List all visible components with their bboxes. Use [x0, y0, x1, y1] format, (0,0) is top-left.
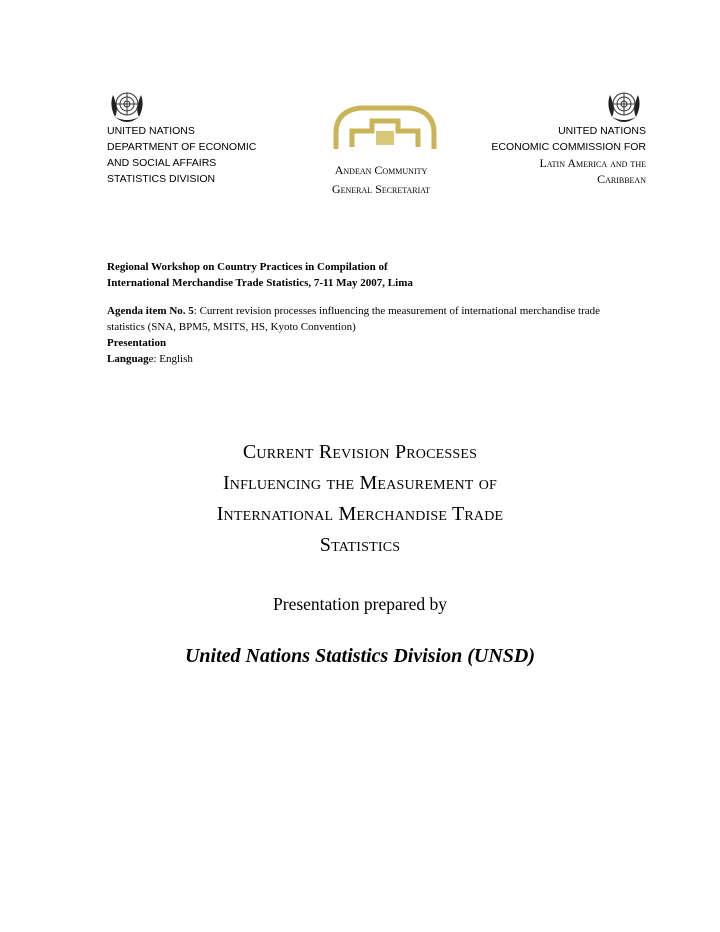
language-label: Languag: [107, 353, 149, 365]
header-left-line: AND SOCIAL AFFAIRS: [107, 157, 217, 169]
header-right-line: Latin America and the: [539, 156, 646, 170]
document-type: Presentation: [107, 337, 167, 349]
header-left-line: UNITED NATIONS: [107, 125, 195, 137]
andean-header: [300, 161, 462, 199]
workshop-line-2: International Merchandise Trade Statistics, 7-11 May 2007, Lima: [107, 277, 413, 289]
header-right-line: UNITED NATIONS: [558, 125, 646, 137]
title-line: Influencing the Measurement of: [222, 472, 498, 494]
workshop-info: [107, 259, 627, 291]
page-title: [100, 437, 620, 561]
language-value: e: English: [148, 353, 193, 365]
un-emblem-icon: [604, 85, 644, 125]
agenda-text: : Current revision processes influencing the measurement of international merchandise trade statistics (SNA, BPM5, MSITS, HS, Kyoto Convention): [107, 305, 601, 333]
andean-line-1: Andean Community: [334, 163, 428, 177]
prepared-by: Presentation prepared by: [273, 594, 447, 614]
header-right-line: Caribbean: [597, 172, 646, 186]
agenda-info: [107, 303, 627, 367]
header-left-line: DEPARTMENT OF ECONOMIC: [107, 141, 257, 153]
agenda-label: Agenda item No. 5: [107, 305, 194, 317]
agenda-item: [107, 303, 627, 335]
eclac-header: [491, 123, 646, 187]
title-line: Current Revision Processes: [242, 441, 478, 463]
title-line: Statistics: [319, 534, 401, 556]
workshop-line-1: Regional Workshop on Country Practices in Compilation of: [107, 261, 388, 273]
un-emblem-icon: [107, 85, 147, 125]
andean-line-2: General Secretariat: [331, 182, 431, 196]
title-line: International Merchandise Trade: [216, 503, 504, 525]
un-desa-header: [107, 123, 256, 187]
header-left-line: STATISTICS DIVISION: [107, 173, 216, 185]
andean-community-logo: [330, 103, 440, 153]
header-right-line: ECONOMIC COMMISSION FOR: [491, 141, 646, 153]
author-organization: United Nations Statistics Division (UNSD): [184, 645, 536, 667]
language-line: [107, 351, 627, 367]
